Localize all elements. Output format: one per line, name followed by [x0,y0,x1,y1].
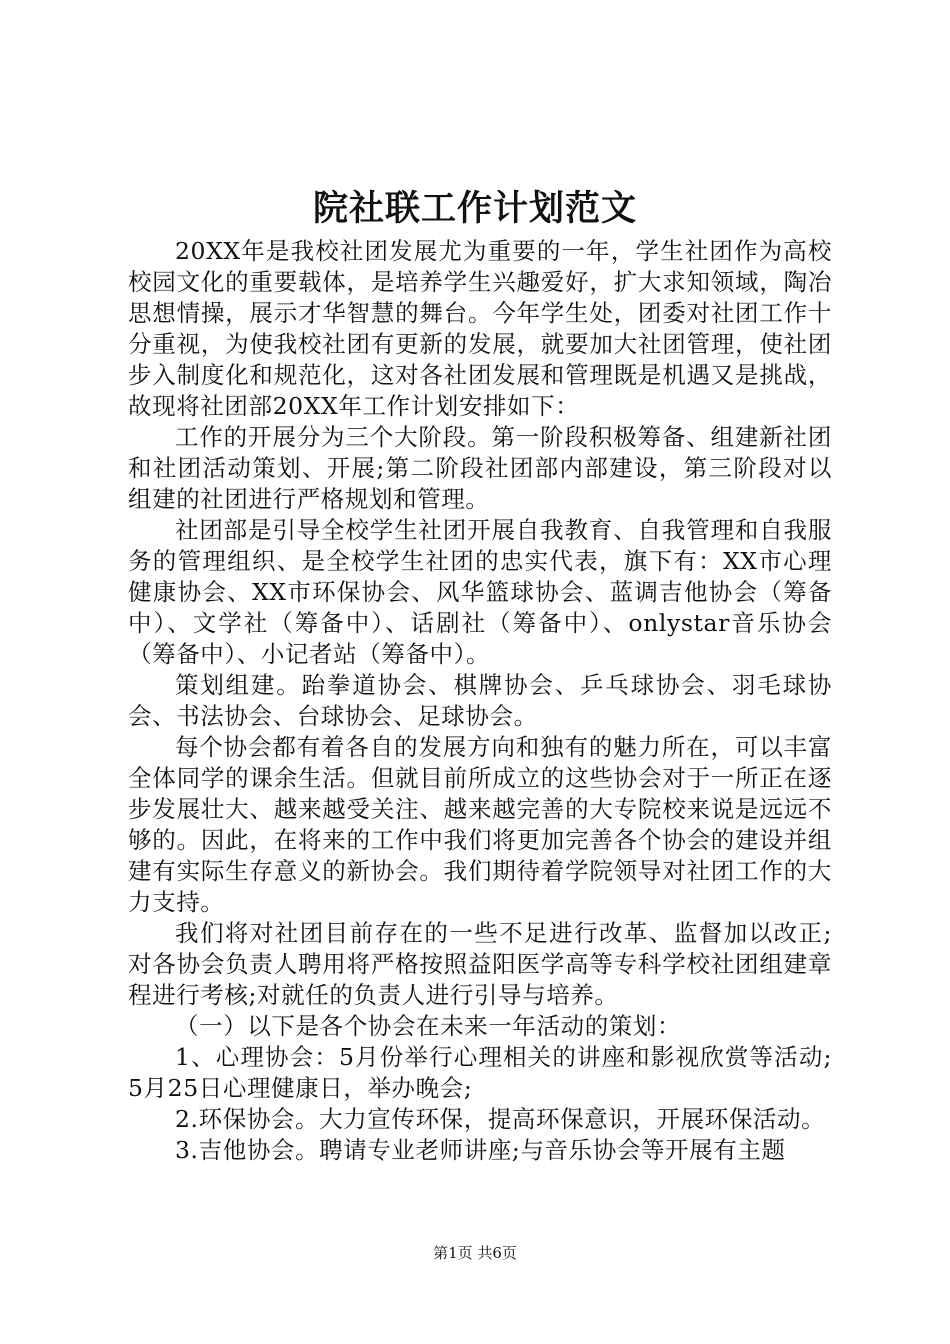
paragraph-organization: 社团部是引导全校学生社团开展自我教育、自我管理和自我服务的管理组织、是全校学生社团的忠实代表，旗下有：XX市心理健康协会、XX市环保协会、风华篮球协会、蓝调吉他协会（筹备中）、文学社（筹备中）、话剧社（筹备中）、onlystar音乐协会（筹备中）、小记者站（筹备中）。 [128,516,832,668]
paragraph-item-psychology: 1、心理协会：5月份举行心理相关的讲座和影视欣赏等活动;5月25日心理健康日，举办晚会; [128,1043,832,1102]
paragraph-planned-clubs: 策划组建。跆拳道协会、棋牌协会、乒乓球协会、羽毛球协会、书法协会、台球协会、足球协会。 [128,671,832,730]
paragraph-item-guitar: 3.吉他协会。聘请专业老师讲座;与音乐协会等开展有主题 [175,1136,786,1164]
page-footer: 第1页 共6页 [433,1244,517,1262]
paragraph-item-environment: 2.环保协会。大力宣传环保，提高环保意识，开展环保活动。 [175,1105,826,1133]
document-body [128,236,832,1166]
paragraph-intro: 20XX年是我校社团发展尤为重要的一年，学生社团作为高校校园文化的重要载体，是培养学生兴趣爱好，扩大求知领域，陶冶思想情操，展示才华智慧的舞台。今年学生处，团委对社团工作十分重视，为使我校社团有更新的发展，就要加大社团管理，使社团步入制度化和规范化，这对各社团发展和管理既是机遇又是挑战，故现将社团部20XX年工作计划安排如下： [128,237,832,420]
paragraph-stages: 工作的开展分为三个大阶段。第一阶段积极筹备、组建新社团和社团活动策划、开展;第二阶段社团部内部建设，第三阶段对以组建的社团进行严格规划和管理。 [128,423,832,513]
paragraph-section-heading: （一）以下是各个协会在未来一年活动的策划： [175,1012,682,1040]
paragraph-development: 每个协会都有着各自的发展方向和独有的魅力所在，可以丰富全体同学的课余生活。但就目前所成立的这些协会对于一所正在逐步发展壮大、越来越受关注、越来越完善的大专院校来说是远远不够的。因此，在将来的工作中我们将更加完善各个协会的建设并组建有实际生存意义的新协会。我们期待着学院领导对社团工作的大力支持。 [128,733,832,916]
document-title: 院社联工作计划范文 [312,188,637,229]
paragraph-reform: 我们将对社团目前存在的一些不足进行改革、监督加以改正;对各协会负责人聘用将严格按照益阳医学高等专科学校社团组建章程进行考核;对就任的负责人进行引导与培养。 [128,919,832,1009]
